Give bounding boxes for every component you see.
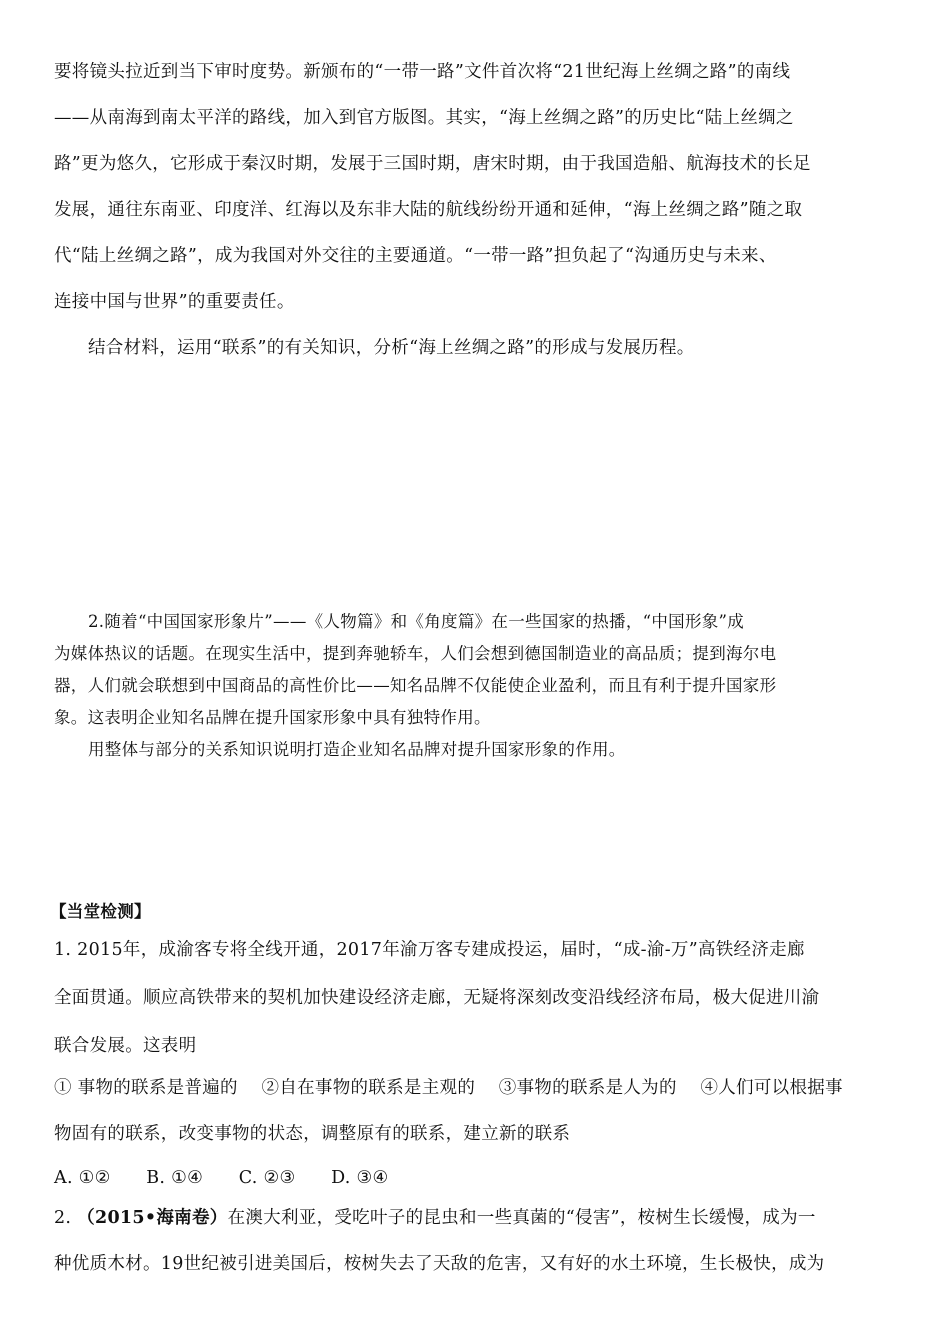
item1-line: 联合发展。这表明 [54,1036,197,1056]
section-title: 【当堂检测】 [50,902,151,921]
passage2-line: 为媒体热议的话题。在现实生活中，提到奔驰轿车，人们会想到德国制造业的高品质；提到海尔电 [54,644,777,663]
item2-number: 2. [54,1208,72,1228]
item2-text: 在澳大利亚，受吃叶子的昆虫和一些真菌的“侵害”，桉树生长缓慢，成为一 [227,1208,816,1228]
item1-line: 1. 2015年，成渝客专将全线开通，2017年渝万客专建成投运，届时，“成-渝-万”高铁经济走廊 [54,940,805,960]
passage1-line: 代“陆上丝绸之路”，成为我国对外交往的主要通道。“一带一路”担负起了“沟通历史与未来、 [54,246,777,266]
item2-line-first [54,1204,816,1229]
passage1-line: 路”更为悠久，它形成于秦汉时期，发展于三国时期，唐宋时期，由于我国造船、航海技术的长足 [54,154,811,174]
item1-options: A. ①② B. ①④ C. ②③ D. ③④ [54,1168,389,1188]
item1-statement-line: 物固有的联系，改变事物的状态，调整原有的联系，建立新的联系 [54,1124,571,1144]
passage1-line: 连接中国与世界”的重要责任。 [54,292,295,312]
passage2-line: 2.随着“中国国家形象片”——《人物篇》和《角度篇》在一些国家的热播，“中国形象”成 [88,612,745,631]
question1: 结合材料，运用“联系”的有关知识，分析“海上丝绸之路”的形成与发展历程。 [88,338,695,358]
passage2-line: 器，人们就会联想到中国商品的高性价比——知名品牌不仅能使企业盈利，而且有利于提升国家形 [54,676,777,695]
passage1-line: 要将镜头拉近到当下审时度势。新颁布的“一带一路”文件首次将“21世纪海上丝绸之路”的南线 [54,62,791,82]
item1-statement-line: ① 事物的联系是普遍的 ②自在事物的联系是主观的 ③事物的联系是人为的 ④人们可以根据事 [54,1078,843,1098]
passage2-line: 象。这表明企业知名品牌在提升国家形象中具有独特作用。 [54,708,491,727]
item2-source: （2015•海南卷） [77,1208,228,1228]
question2: 用整体与部分的关系知识说明打造企业知名品牌对提升国家形象的作用。 [88,740,626,759]
item2-line: 种优质木材。19世纪被引进美国后，桉树失去了天敌的危害，又有好的水土环境，生长极快，成为 [54,1254,825,1274]
passage1-line: 发展，通往东南亚、印度洋、红海以及东非大陆的航线纷纷开通和延伸，“海上丝绸之路”随之取 [54,200,803,220]
item1-line: 全面贯通。顺应高铁带来的契机加快建设经济走廊，无疑将深刻改变沿线经济布局，极大促进川渝 [54,988,820,1008]
passage1-line: ——从南海到南太平洋的路线，加入到官方版图。其实，“海上丝绸之路”的历史比“陆上丝绸之 [54,108,794,128]
